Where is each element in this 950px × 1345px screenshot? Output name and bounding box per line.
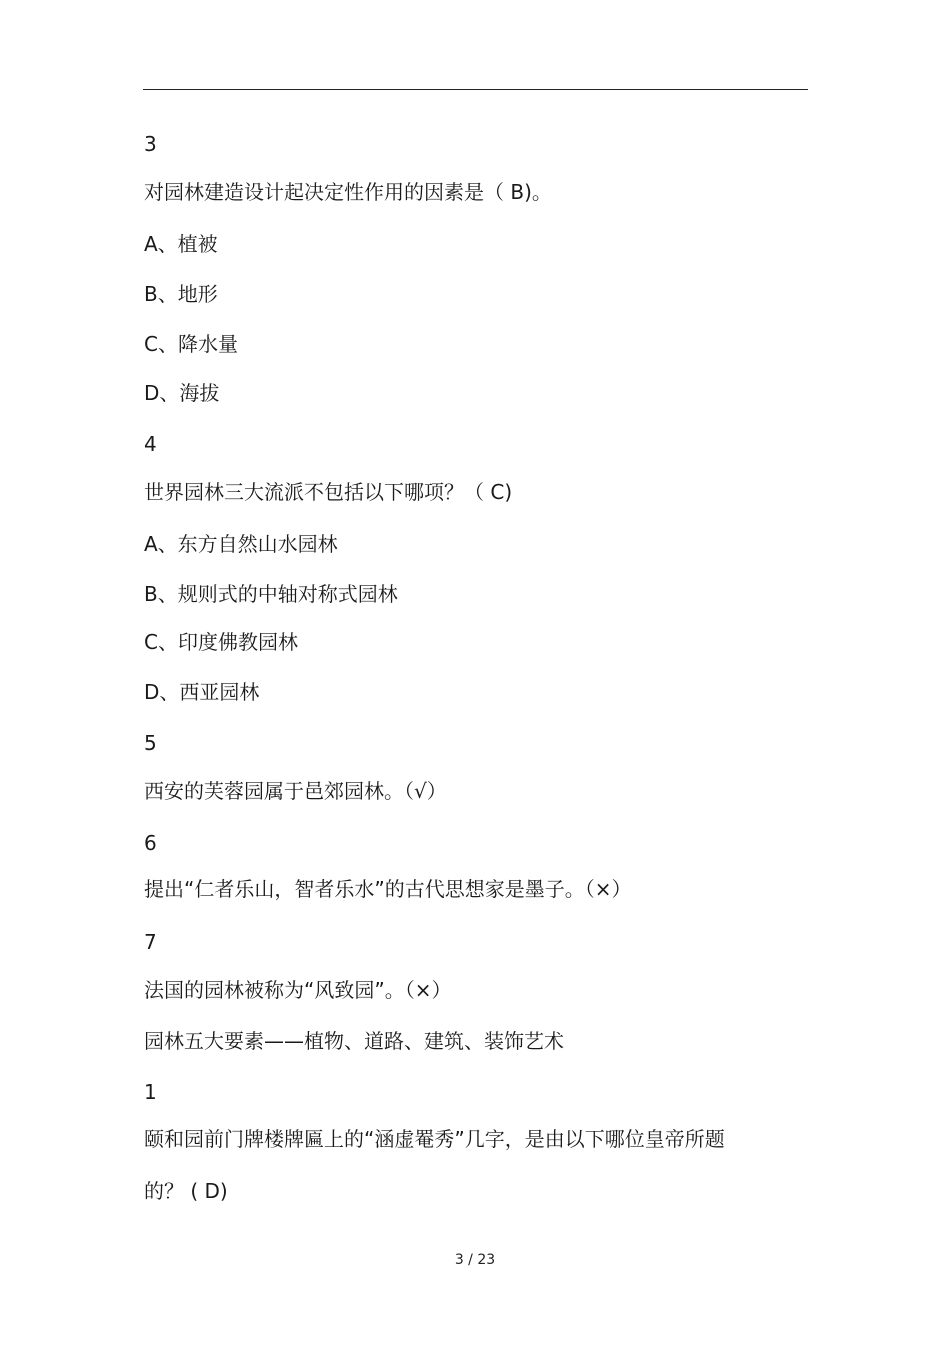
option-d: D、西亚园林 xyxy=(144,680,260,704)
section-note: 园林五大要素——植物、道路、建筑、装饰艺术 xyxy=(144,1029,564,1053)
option-a: A、植被 xyxy=(144,232,218,256)
option-c: C、印度佛教园林 xyxy=(144,630,298,654)
header-rule xyxy=(143,89,808,90)
question-text: 对园林建造设计起决定性作用的因素是（ B)。 xyxy=(144,180,552,204)
option-c: C、降水量 xyxy=(144,332,238,356)
option-b: B、规则式的中轴对称式园林 xyxy=(144,582,398,606)
question-number: 6 xyxy=(144,831,157,855)
question-number: 4 xyxy=(144,432,157,456)
question-number: 3 xyxy=(144,132,157,156)
question-number: 7 xyxy=(144,930,157,954)
option-a: A、东方自然山水园林 xyxy=(144,532,338,556)
page-number: 3 / 23 xyxy=(454,1252,496,1268)
question-text: 西安的芙蓉园属于邑郊园林。（√） xyxy=(144,779,447,803)
question-text: 提出“仁者乐山，智者乐水”的古代思想家是墨子。（×） xyxy=(144,877,632,901)
question-number: 5 xyxy=(144,731,157,755)
question-text: 世界园林三大流派不包括以下哪项？（ C) xyxy=(144,480,513,504)
question-text-continued: 的？ ( D) xyxy=(144,1179,228,1203)
question-text: 颐和园前门牌楼牌匾上的“涵虚罨秀”几字，是由以下哪位皇帝所题 xyxy=(144,1127,725,1151)
option-b: B、地形 xyxy=(144,282,218,306)
question-text: 法国的园林被称为“风致园”。（×） xyxy=(144,978,452,1002)
option-d: D、海拔 xyxy=(144,381,220,405)
question-number: 1 xyxy=(144,1080,157,1104)
